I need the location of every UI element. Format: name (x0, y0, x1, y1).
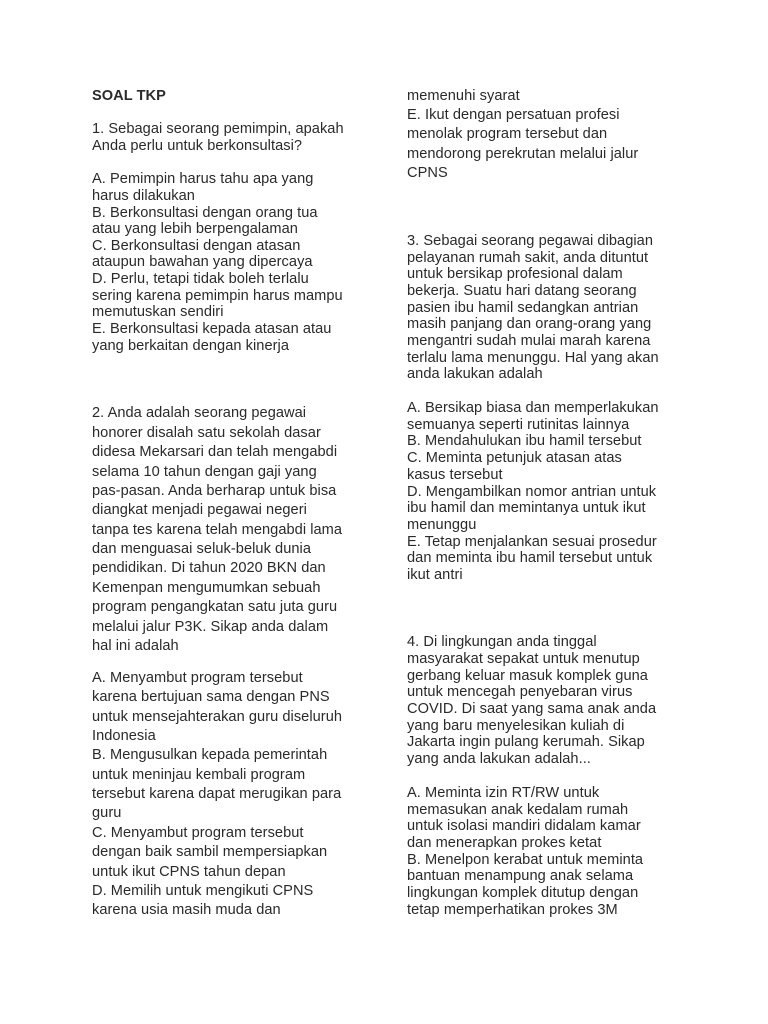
option-line: Indonesia (92, 728, 156, 744)
question-text-line: diangkat menjadi pegawai negeri (92, 502, 307, 518)
document-title: SOAL TKP (92, 88, 166, 104)
option-line: B. Mendahulukan ibu hamil tersebut (407, 433, 642, 449)
option-line: dan meminta ibu hamil tersebut untuk (407, 550, 653, 566)
option-line: memutuskan sendiri (92, 304, 224, 320)
question-text-line: Jakarta ingin pulang kerumah. Sikap (407, 734, 645, 750)
option-line: tetap memperhatikan prokes 3M (407, 902, 618, 918)
option-line: sering karena pemimpin harus mampu (92, 288, 343, 304)
option-line: D. Perlu, tetapi tidak boleh terlalu (92, 271, 309, 287)
option-line: menolak program tersebut dan (407, 126, 608, 142)
option-line: dengan baik sambil mempersiapkan (92, 844, 328, 860)
option-line: E. Ikut dengan persatuan profesi (407, 107, 620, 123)
option-line: ataupun bawahan yang dipercaya (92, 254, 313, 270)
question-text-line: pasien ibu hamil sedangkan antrian (407, 300, 639, 316)
option-line: E. Tetap menjalankan sesuai prosedur (407, 534, 657, 550)
option-line: karena usia masih muda dan (92, 902, 281, 918)
option-line: C. Meminta petunjuk atasan atas (407, 450, 622, 466)
question-text-line: COVID. Di saat yang sama anak anda (407, 701, 657, 717)
option-line: A. Menyambut program tersebut (92, 670, 303, 686)
option-line: lingkungan komplek ditutup dengan (407, 885, 639, 901)
question-text-line: masyarakat sepakat untuk menutup (407, 651, 640, 667)
option-line: harus dilakukan (92, 188, 195, 204)
question-text-line: hal ini adalah (92, 638, 179, 654)
option-line: tersebut karena dapat merugikan para (92, 786, 342, 802)
option-line: B. Berkonsultasi dengan orang tua (92, 205, 318, 221)
question-text-line: dan menguasai seluk-beluk dunia (92, 541, 311, 557)
option-line: untuk meninjau kembali program (92, 767, 306, 783)
question-text-line: 1. Sebagai seorang pemimpin, apakah (92, 121, 344, 137)
option-line: karena bertujuan sama dengan PNS (92, 689, 330, 705)
option-line: bantuan menampung anak selama (407, 868, 634, 884)
question-text-line: pas-pasan. Anda berharap untuk bisa (92, 483, 337, 499)
option-line: memasukan anak kedalam rumah (407, 802, 629, 818)
option-line: B. Menelpon kerabat untuk meminta (407, 852, 644, 868)
option-line: yang berkaitan dengan kinerja (92, 338, 289, 354)
option-line: E. Berkonsultasi kepada atasan atau (92, 321, 332, 337)
option-line: memenuhi syarat (407, 88, 520, 104)
option-line: dan menerapkan prokes ketat (407, 835, 602, 851)
option-line: B. Mengusulkan kepada pemerintah (92, 747, 328, 763)
question-text-line: honorer disalah satu sekolah dasar (92, 425, 321, 441)
option-line: D. Mengambilkan nomor antrian untuk (407, 484, 657, 500)
question-text-line: terlalu lama menunggu. Hal yang akan (407, 350, 659, 366)
option-line: atau yang lebih berpengalaman (92, 221, 298, 237)
question-text-line: 4. Di lingkungan anda tinggal (407, 634, 597, 650)
question-text-line: masih panjang dan orang-orang yang (407, 316, 652, 332)
option-line: mendorong perekrutan melalui jalur (407, 146, 639, 162)
question-text-line: didesa Mekarsari dan telah mengabdi (92, 444, 338, 460)
question-text-line: yang baru menyelesikan kuliah di (407, 718, 625, 734)
option-line: C. Berkonsultasi dengan atasan (92, 238, 301, 254)
question-text-line: untuk bersikap profesional dalam (407, 266, 623, 282)
option-line: ikut antri (407, 567, 463, 583)
question-text-line: program pengangkatan satu juta guru (92, 599, 338, 615)
question-text-line: anda lakukan adalah (407, 366, 543, 382)
question-text-line: selama 10 tahun dengan gaji yang (92, 464, 317, 480)
question-text-line: 2. Anda adalah seorang pegawai (92, 405, 307, 421)
option-line: ibu hamil dan memintanya untuk ikut (407, 500, 646, 516)
option-line: untuk isolasi mandiri didalam kamar (407, 818, 641, 834)
question-text-line: mengantri sudah mulai marah karena (407, 333, 651, 349)
question-text-line: pelayanan rumah sakit, anda dituntut (407, 250, 649, 266)
option-line: semuanya seperti rutinitas lainnya (407, 417, 630, 433)
question-text-line: yang anda lakukan adalah... (407, 751, 591, 767)
question-text-line: 3. Sebagai seorang pegawai dibagian (407, 233, 653, 249)
option-line: D. Memilih untuk mengikuti CPNS (92, 883, 314, 899)
question-text-line: pendidikan. Di tahun 2020 BKN dan (92, 560, 326, 576)
option-line: menunggu (407, 517, 477, 533)
option-line: A. Meminta izin RT/RW untuk (407, 785, 600, 801)
option-line: guru (92, 805, 122, 821)
question-text-line: Kemenpan mengumumkan sebuah (92, 580, 321, 596)
option-line: untuk ikut CPNS tahun depan (92, 864, 286, 880)
question-text-line: tanpa tes karena telah mengabdi lama (92, 522, 343, 538)
option-line: A. Bersikap biasa dan memperlakukan (407, 400, 659, 416)
option-line: CPNS (407, 165, 448, 181)
option-line: untuk mensejahterakan guru diseluruh (92, 709, 343, 725)
question-text-line: gerbang keluar masuk komplek guna (407, 668, 648, 684)
option-line: kasus tersebut (407, 467, 503, 483)
option-line: A. Pemimpin harus tahu apa yang (92, 171, 314, 187)
option-line: C. Menyambut program tersebut (92, 825, 304, 841)
question-text-line: Anda perlu untuk berkonsultasi? (92, 138, 303, 154)
question-text-line: bekerja. Suatu hari datang seorang (407, 283, 637, 299)
question-text-line: untuk mencegah penyebaran virus (407, 684, 633, 700)
question-text-line: melalui jalur P3K. Sikap anda dalam (92, 619, 329, 635)
